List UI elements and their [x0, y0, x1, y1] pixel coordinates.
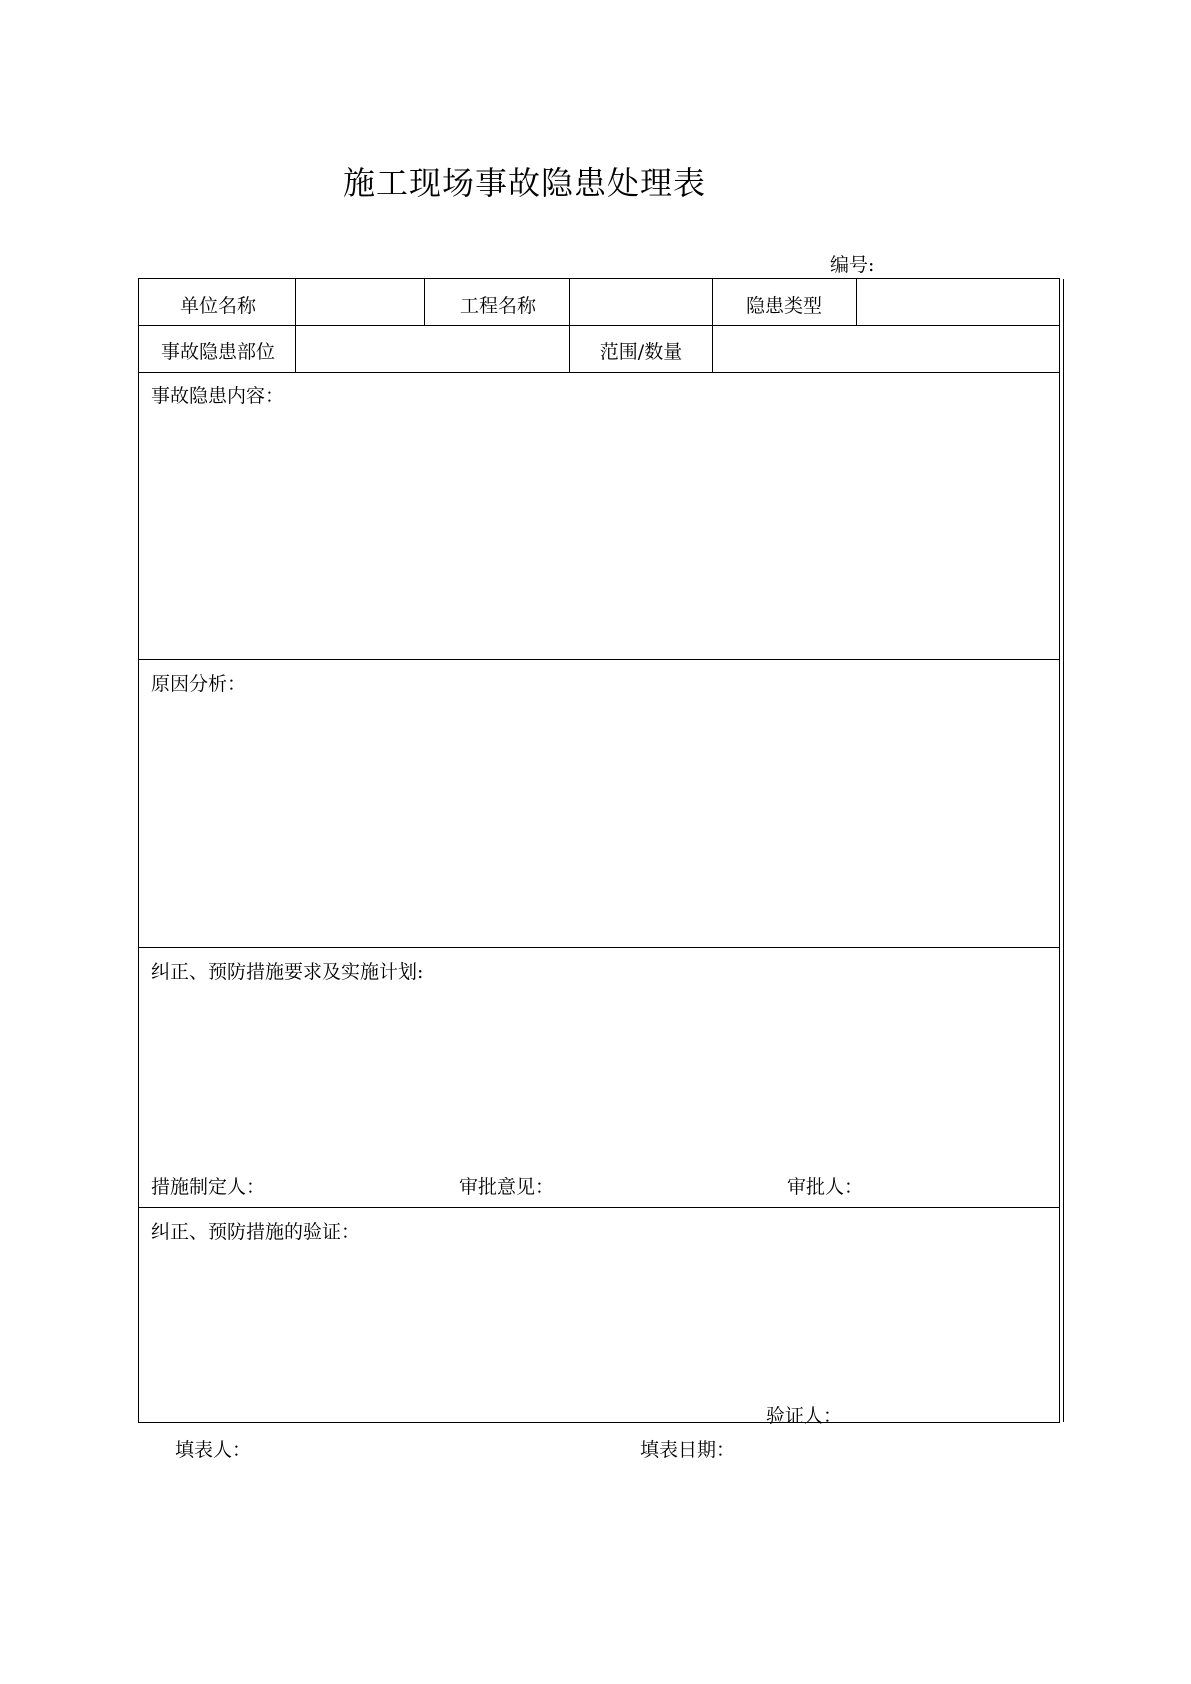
col-divider-1 — [295, 279, 296, 372]
hazard-type-label: 隐患类型 — [745, 295, 823, 317]
approver-label: 审批人： — [787, 1176, 864, 1198]
col-divider-4 — [712, 279, 713, 372]
col-divider-5 — [856, 279, 857, 325]
filler-label: 填表人： — [175, 1439, 252, 1461]
unit-name-field[interactable] — [298, 291, 418, 315]
content-section-bottom-line — [139, 659, 1059, 660]
verification-label: 纠正、预防措施的验证： — [151, 1221, 361, 1243]
measure-maker-label: 措施制定人： — [151, 1176, 266, 1198]
page-title: 施工现场事故隐患处理表 — [343, 164, 707, 202]
col-divider-3 — [569, 279, 570, 372]
row1-bottom-line — [139, 325, 1059, 326]
plan-section-bottom-line — [139, 1207, 1059, 1208]
unit-name-label: 单位名称 — [179, 295, 257, 317]
project-name-label: 工程名称 — [459, 295, 537, 317]
corrective-plan-label: 纠正、预防措施要求及实施计划: — [151, 961, 424, 983]
serial-number-label: 编号: — [830, 254, 875, 276]
verifier-label: 验证人： — [766, 1405, 843, 1427]
cause-section-bottom-line — [139, 947, 1059, 948]
approval-opinion-label: 审批意见： — [459, 1176, 555, 1198]
hazard-content-label: 事故隐患内容： — [151, 385, 285, 407]
row2-bottom-line — [139, 372, 1059, 373]
fill-date-label: 填表日期： — [640, 1439, 736, 1461]
hazard-form-table — [138, 278, 1060, 1427]
col-divider-2 — [424, 279, 425, 325]
hazard-location-label: 事故隐患部位 — [160, 341, 276, 363]
scope-quantity-label: 范围/数量 — [599, 341, 683, 363]
cause-analysis-label: 原因分析： — [151, 673, 247, 695]
